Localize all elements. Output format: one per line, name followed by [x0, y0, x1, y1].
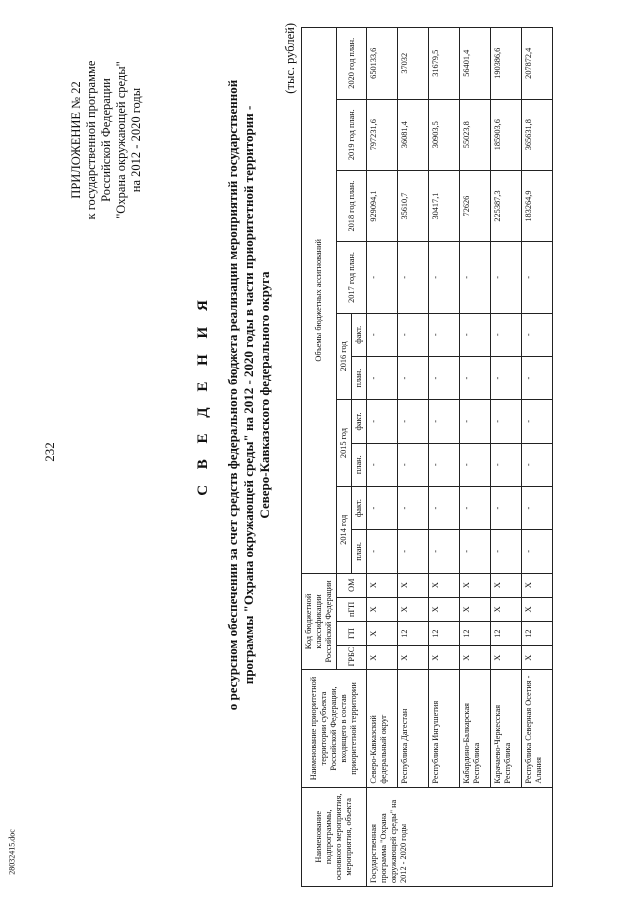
landscape-content	[65, 15, 630, 895]
header-plan: план.	[352, 443, 367, 486]
appendix-line: Российской Федерации	[99, 78, 113, 202]
plan-2015-cell: -	[491, 443, 522, 486]
header-2015: 2015 год	[337, 400, 352, 487]
header-budget-code: Код бюджетной классификации Российской Федерации	[302, 573, 337, 670]
plan-2015-cell: -	[367, 443, 398, 486]
territory-cell: Республика Дагестан	[398, 670, 429, 787]
territory-cell: Кабардино-Балкарская Республика	[460, 670, 491, 787]
plan-2016-cell: -	[429, 356, 460, 399]
header-2016: 2016 год	[337, 313, 352, 400]
plan-2018-cell: 183264,9	[522, 170, 553, 241]
territory-cell: Северо-Кавказский федеральный округ	[367, 670, 398, 787]
header-territory: Наименование приоритетной территории субъекта Российской Федерации, входящего в состав приоритетной территории	[302, 670, 367, 787]
grbs-cell: X	[429, 646, 460, 670]
header-pgp: пГП	[337, 597, 367, 621]
territory-cell: Республика Ингушетия	[429, 670, 460, 787]
plan-2016-cell: -	[367, 356, 398, 399]
header-2019: 2019 год план.	[337, 99, 367, 170]
fact-2014-cell: -	[491, 486, 522, 529]
pgp-cell: X	[367, 597, 398, 621]
gp-cell: X	[367, 621, 398, 645]
fact-2015-cell: -	[491, 400, 522, 443]
document-title: С В Е Д Е Н И Я	[195, 294, 211, 496]
header-program: Наименование подпрограммы, основного мероприятия, мероприятия, объекта	[302, 787, 367, 886]
plan-2017-cell: -	[398, 242, 429, 313]
plan-2019-cell: 55023,8	[460, 99, 491, 170]
appendix-number: ПРИЛОЖЕНИЕ № 22	[69, 81, 83, 199]
plan-2017-cell: -	[367, 242, 398, 313]
om-cell: X	[429, 573, 460, 597]
plan-2018-cell: 225387,3	[491, 170, 522, 241]
fact-2015-cell: -	[460, 400, 491, 443]
table-row	[491, 28, 522, 887]
header-2014: 2014 год	[337, 486, 352, 573]
plan-2016-cell: -	[398, 356, 429, 399]
pgp-cell: X	[460, 597, 491, 621]
territory-cell: Республика Северная Осетия - Алания	[522, 670, 553, 787]
header-fact: факт.	[352, 313, 367, 356]
header-fact: факт.	[352, 400, 367, 443]
om-cell: X	[367, 573, 398, 597]
appendix-line: к государственной программе	[84, 60, 98, 220]
table-row	[522, 28, 553, 887]
file-name: 28032415.doc	[7, 829, 17, 875]
plan-2017-cell: -	[460, 242, 491, 313]
fact-2014-cell: -	[367, 486, 398, 529]
plan-2019-cell: 30903,5	[429, 99, 460, 170]
fact-2015-cell: -	[398, 400, 429, 443]
fact-2016-cell: -	[460, 313, 491, 356]
fact-2014-cell: -	[398, 486, 429, 529]
header-om: ОМ	[337, 573, 367, 597]
fact-2016-cell: -	[491, 313, 522, 356]
header-fact: факт.	[352, 486, 367, 529]
appendix-line: на 2012 - 2020 годы	[129, 87, 143, 193]
fact-2016-cell: -	[367, 313, 398, 356]
fact-2016-cell: -	[429, 313, 460, 356]
plan-2020-cell: 37032	[398, 28, 429, 100]
plan-2017-cell: -	[491, 242, 522, 313]
plan-2020-cell: 207872,4	[522, 28, 553, 100]
om-cell: X	[491, 573, 522, 597]
header-volumes: Объемы бюджетных ассигнований	[302, 28, 337, 574]
plan-2017-cell: -	[429, 242, 460, 313]
pgp-cell: X	[522, 597, 553, 621]
table-row	[398, 28, 429, 887]
grbs-cell: X	[398, 646, 429, 670]
grbs-cell: X	[367, 646, 398, 670]
appendix-block	[69, 35, 144, 245]
header-2018: 2018 год план.	[337, 170, 367, 241]
fact-2014-cell: -	[522, 486, 553, 529]
om-cell: X	[460, 573, 491, 597]
fact-2014-cell: -	[460, 486, 491, 529]
gp-cell: 12	[429, 621, 460, 645]
plan-2019-cell: 797231,6	[367, 99, 398, 170]
header-plan: план.	[352, 530, 367, 573]
fact-2016-cell: -	[522, 313, 553, 356]
grbs-cell: X	[460, 646, 491, 670]
plan-2020-cell: 190386,6	[491, 28, 522, 100]
fact-2016-cell: -	[398, 313, 429, 356]
program-cell: Государственная программа "Охрана окружающей среды" на 2012 - 2020 годы	[367, 787, 553, 886]
plan-2015-cell: -	[398, 443, 429, 486]
plan-2014-cell: -	[491, 530, 522, 573]
plan-2015-cell: -	[460, 443, 491, 486]
plan-2016-cell: -	[522, 356, 553, 399]
plan-2019-cell: 185903,6	[491, 99, 522, 170]
gp-cell: 12	[460, 621, 491, 645]
pgp-cell: X	[429, 597, 460, 621]
territory-cell: Карачаево-Черкесская Республика	[491, 670, 522, 787]
plan-2015-cell: -	[429, 443, 460, 486]
header-grbs: ГРБС	[337, 646, 367, 670]
header-plan: план.	[352, 356, 367, 399]
pgp-cell: X	[491, 597, 522, 621]
gp-cell: 12	[398, 621, 429, 645]
plan-2018-cell: 929094,1	[367, 170, 398, 241]
header-2020: 2020 год план.	[337, 28, 367, 100]
fact-2015-cell: -	[522, 400, 553, 443]
units-label: (тыс. рублей)	[283, 23, 297, 94]
om-cell: X	[398, 573, 429, 597]
pgp-cell: X	[398, 597, 429, 621]
heading-line: о ресурсном обеспечении за счет средств федерального бюджета реализации мероприятий государственной	[225, 79, 240, 711]
fact-2014-cell: -	[429, 486, 460, 529]
gp-cell: 12	[522, 621, 553, 645]
plan-2014-cell: -	[522, 530, 553, 573]
table-row	[460, 28, 491, 887]
plan-2016-cell: -	[491, 356, 522, 399]
plan-2014-cell: -	[429, 530, 460, 573]
plan-2014-cell: -	[460, 530, 491, 573]
heading-line: программы "Охрана окружающей среды" на 2012 - 2020 годы в части приоритетной территории -	[241, 105, 256, 685]
appendix-line: "Охрана окружающей среды"	[114, 61, 128, 219]
table-row	[367, 28, 398, 887]
plan-2020-cell: 650133,6	[367, 28, 398, 100]
plan-2020-cell: 56401,4	[460, 28, 491, 100]
plan-2018-cell: 35610,7	[398, 170, 429, 241]
plan-2015-cell: -	[522, 443, 553, 486]
plan-2016-cell: -	[460, 356, 491, 399]
plan-2014-cell: -	[398, 530, 429, 573]
om-cell: X	[522, 573, 553, 597]
document-heading	[195, 45, 273, 745]
grbs-cell: X	[522, 646, 553, 670]
heading-line: Северо-Кавказского федерального округа	[257, 271, 272, 519]
grbs-cell: X	[491, 646, 522, 670]
plan-2020-cell: 31679,5	[429, 28, 460, 100]
plan-2019-cell: 365631,8	[522, 99, 553, 170]
plan-2018-cell: 30417,1	[429, 170, 460, 241]
table-row	[429, 28, 460, 887]
plan-2019-cell: 36081,4	[398, 99, 429, 170]
gp-cell: 12	[491, 621, 522, 645]
header-gp: ГП	[337, 621, 367, 645]
page-number: 232	[42, 442, 57, 462]
plan-2017-cell: -	[522, 242, 553, 313]
budget-table	[301, 27, 553, 887]
plan-2018-cell: 72626	[460, 170, 491, 241]
header-2017: 2017 год план.	[337, 242, 367, 313]
plan-2014-cell: -	[367, 530, 398, 573]
fact-2015-cell: -	[429, 400, 460, 443]
fact-2015-cell: -	[367, 400, 398, 443]
